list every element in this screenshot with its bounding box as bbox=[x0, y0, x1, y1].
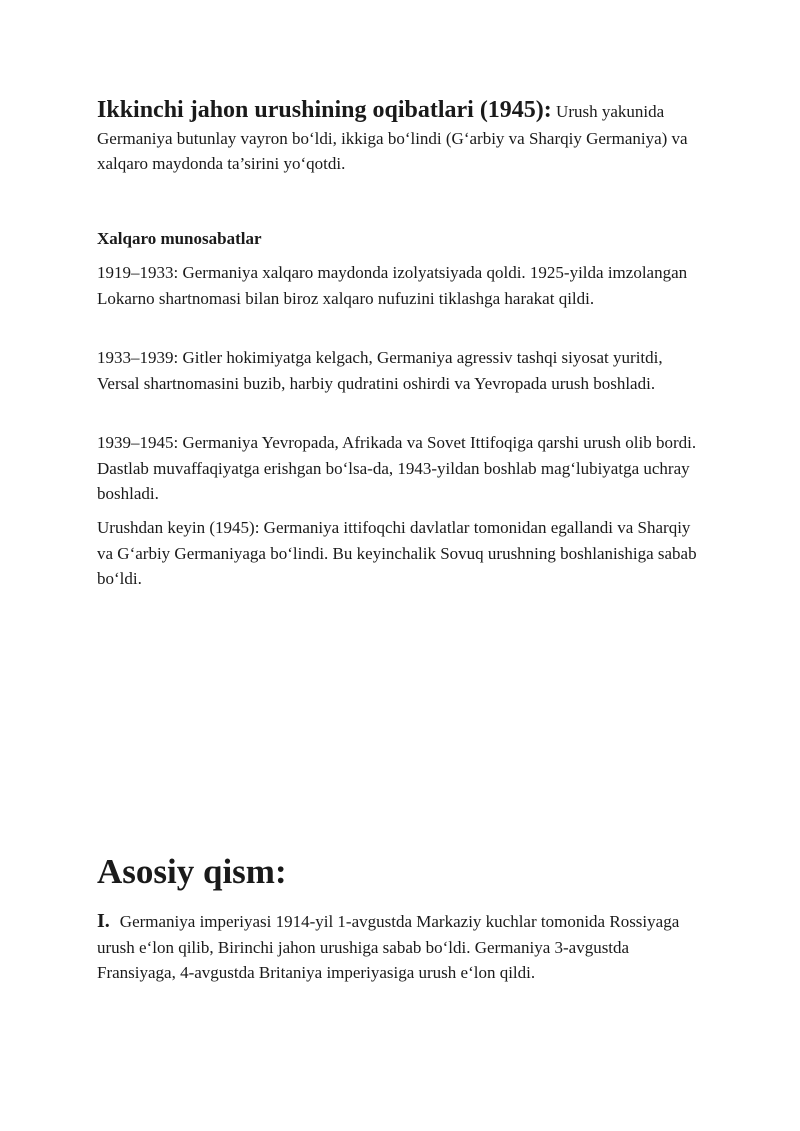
paragraph-1939-1945: 1939–1945: Germaniya Yevropada, Afrikada va Sovet Ittifoqiga qarshi urush olib bordi. Dastlab muvaffaqiyatga erishgan boʻlsa-da, 1943-yildan boshlab magʻlubiyatga uchray boshladi. bbox=[97, 433, 697, 503]
paragraph-1933-1939: 1933–1939: Gitler hokimiyatga kelgach, Germaniya agressiv tashqi siyosat yuritdi, Versal shartnomasini buzib, harbiy qudratini oshirdi va Yevropada urush boshladi. bbox=[97, 348, 663, 393]
list-item-number: I. bbox=[97, 910, 110, 932]
list-item-text: Germaniya imperiyasi 1914-yil 1-avgustda Markaziy kuchlar tomonida Rossiyaga urush eʻlon qilib, Birinchi jahon urushiga sabab boʻldi. Germaniya 3-avgustda Fransiyaga, 4-avgustda Britaniya imperiyasiga urush eʻlon qildi. bbox=[97, 912, 680, 982]
paragraph-after-war: Urushdan keyin (1945): Germaniya ittifoqchi davlatlar tomonidan egallandi va Sharqiy va Gʻarbiy Germaniyaga boʻlindi. Bu keyinchalik Sovuq urushning boshlanishiga sabab boʻldi. bbox=[97, 518, 697, 588]
list-item bbox=[97, 909, 707, 986]
intro-text: Urush yakunida Germaniya butunlay vayron boʻldi, ikkiga boʻlindi (Gʻarbiy va Sharqiy Germaniya) va xalqaro maydonda ta’sirini yoʻqotdi. bbox=[97, 102, 688, 173]
main-part-heading: Asosiy qism: bbox=[97, 852, 287, 891]
section-heading-international-relations: Xalqaro munosabatlar bbox=[97, 229, 262, 248]
intro-title: Ikkinchi jahon urushining oqibatlari (1945): bbox=[97, 97, 552, 123]
intro-paragraph bbox=[97, 94, 707, 176]
paragraph-1919-1933: 1919–1933: Germaniya xalqaro maydonda izolyatsiyada qoldi. 1925-yilda imzolangan Lokarno shartnomasi bilan biroz xalqaro nufuzini tiklashga harakat qildi. bbox=[97, 263, 688, 308]
